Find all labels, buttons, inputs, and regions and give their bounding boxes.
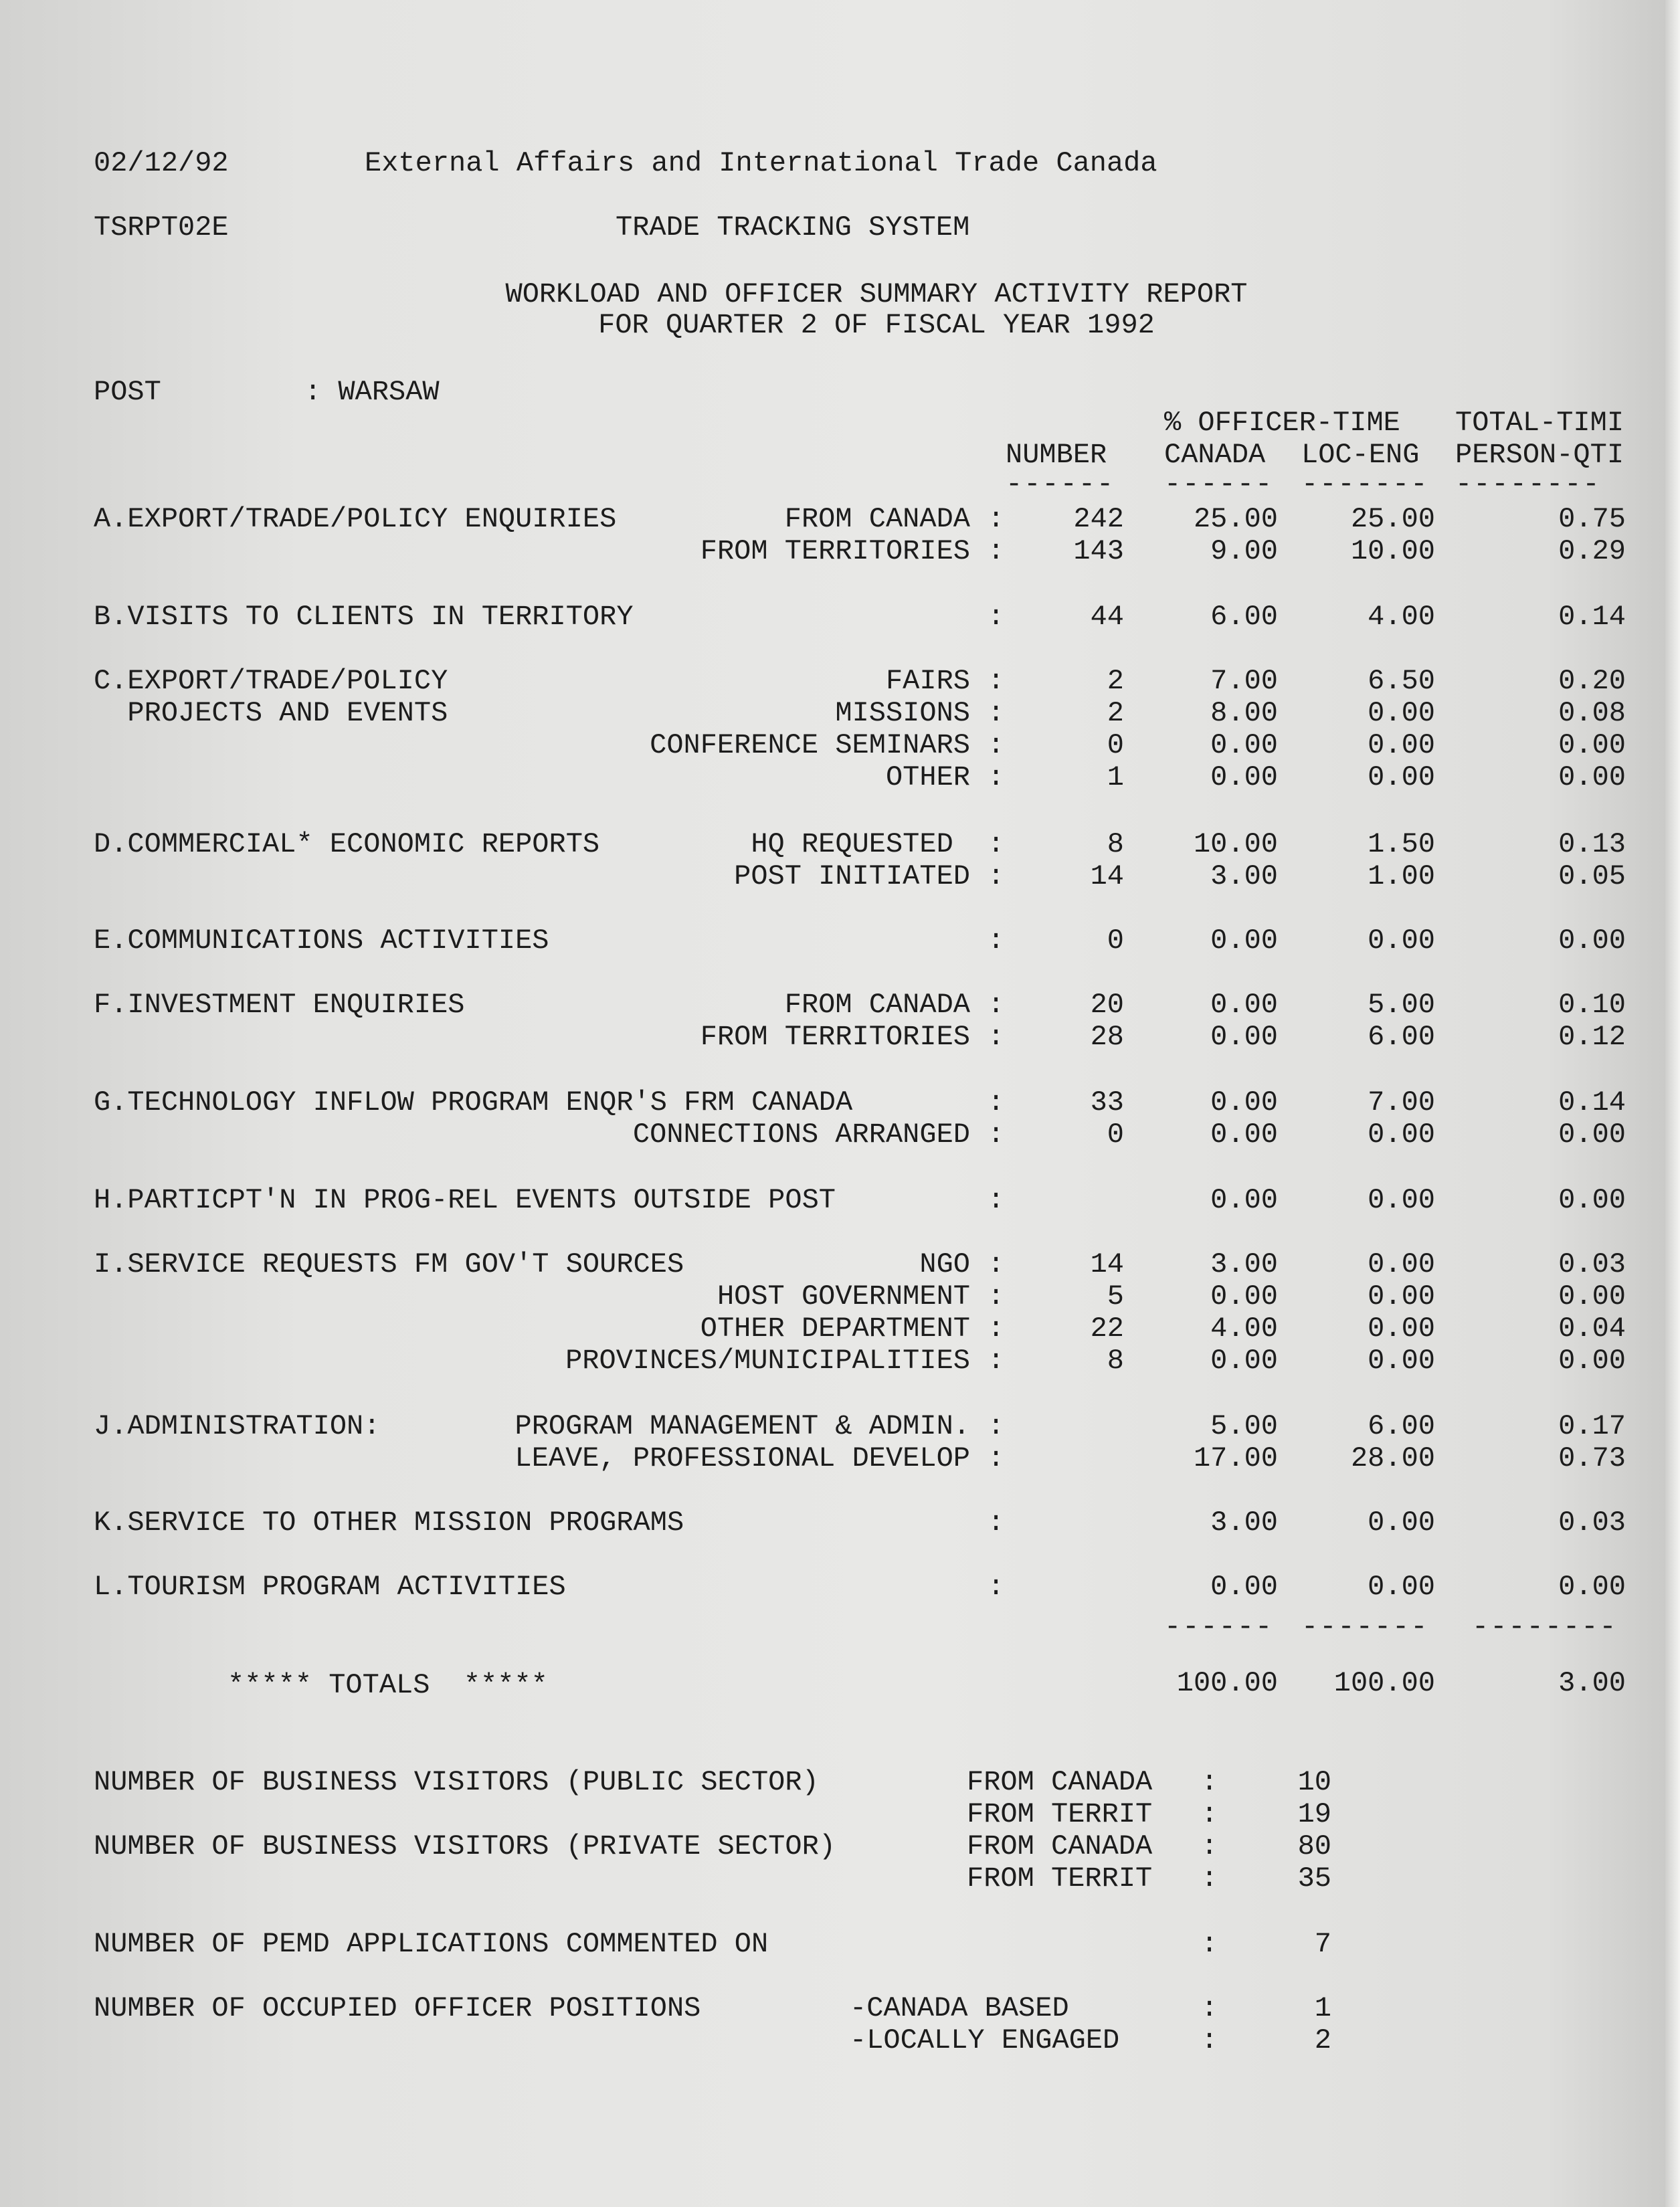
summary-value: 19: [1297, 1798, 1331, 1830]
row-colon: :: [988, 1119, 1005, 1151]
row-loc-eng-pct: 0.00: [1368, 729, 1435, 761]
row-canada-pct: 0.00: [1210, 1280, 1278, 1313]
summary-sublabel: -CANADA BASED: [850, 1992, 1069, 2024]
row-loc-eng-pct: 0.00: [1368, 1345, 1435, 1377]
row-sublabel: POST INITIATED: [734, 860, 970, 892]
row-colon: :: [988, 1410, 1005, 1442]
row-canada-pct: 8.00: [1210, 697, 1278, 729]
summary-value: 7: [1314, 1928, 1331, 1960]
post-value: : WARSAW: [304, 376, 440, 408]
row-person-qtr: 0.08: [1558, 697, 1626, 729]
row-number: 14: [1090, 1248, 1124, 1280]
row-person-qtr: 0.12: [1558, 1021, 1626, 1053]
system-name: TRADE TRACKING SYSTEM: [616, 211, 970, 244]
row-person-qtr: 0.00: [1558, 761, 1626, 793]
summary-value: 80: [1297, 1830, 1331, 1862]
totals-person-qtr: 3.00: [1558, 1667, 1626, 1699]
row-canada-pct: 0.00: [1210, 1571, 1278, 1603]
row-sublabel: FAIRS: [885, 665, 970, 697]
row-person-qtr: 0.00: [1558, 1571, 1626, 1603]
report-subtitle: FOR QUARTER 2 OF FISCAL YEAR 1992: [598, 309, 1155, 341]
row-colon: :: [988, 1021, 1005, 1053]
number-underline: ------: [1006, 468, 1115, 500]
row-number: 22: [1090, 1313, 1124, 1345]
row-number: 20: [1090, 989, 1124, 1021]
row-colon: :: [988, 729, 1005, 761]
department-name: External Affairs and International Trade Canada: [365, 147, 1157, 179]
row-loc-eng-pct: 0.00: [1368, 1184, 1435, 1216]
row-canada-pct: 5.00: [1210, 1410, 1278, 1442]
row-colon: :: [988, 761, 1005, 793]
row-person-qtr: 0.20: [1558, 665, 1626, 697]
row-colon: :: [988, 1345, 1005, 1377]
total-time-header: TOTAL-TIMI: [1455, 407, 1624, 439]
row-person-qtr: 0.00: [1558, 1345, 1626, 1377]
row-loc-eng-pct: 0.00: [1368, 697, 1435, 729]
row-colon: :: [988, 503, 1005, 535]
row-person-qtr: 0.14: [1558, 601, 1626, 633]
row-sublabel: NGO: [919, 1248, 970, 1280]
post-label: POST: [94, 376, 161, 408]
row-person-qtr: 0.13: [1558, 828, 1626, 860]
row-colon: :: [988, 1184, 1005, 1216]
row-loc-eng-pct: 0.00: [1368, 761, 1435, 793]
row-number: 44: [1090, 601, 1124, 633]
row-person-qtr: 0.05: [1558, 860, 1626, 892]
report-date: 02/12/92: [94, 147, 229, 179]
row-canada-pct: 0.00: [1210, 1021, 1278, 1053]
row-loc-eng-pct: 6.00: [1368, 1410, 1435, 1442]
row-label: I.SERVICE REQUESTS FM GOV'T SOURCES: [94, 1248, 684, 1280]
row-person-qtr: 0.00: [1558, 925, 1626, 957]
row-person-qtr: 0.03: [1558, 1507, 1626, 1539]
row-loc-eng-pct: 6.50: [1368, 665, 1435, 697]
row-colon: :: [988, 697, 1005, 729]
summary-sublabel: -LOCALLY ENGAGED: [850, 2024, 1120, 2056]
row-number: 0: [1107, 1119, 1124, 1151]
row-canada-pct: 7.00: [1210, 665, 1278, 697]
summary-colon: :: [1201, 1798, 1218, 1830]
row-colon: :: [988, 1248, 1005, 1280]
row-label: H.PARTICPT'N IN PROG-REL EVENTS OUTSIDE POST: [94, 1184, 836, 1216]
row-number: 0: [1107, 729, 1124, 761]
row-loc-eng-pct: 1.00: [1368, 860, 1435, 892]
row-label: B.VISITS TO CLIENTS IN TERRITORY: [94, 601, 634, 633]
row-canada-pct: 0.00: [1210, 761, 1278, 793]
row-sublabel: OTHER: [885, 761, 970, 793]
row-colon: :: [988, 601, 1005, 633]
row-label: L.TOURISM PROGRAM ACTIVITIES: [94, 1571, 566, 1603]
row-loc-eng-pct: 0.00: [1368, 1280, 1435, 1313]
row-canada-pct: 9.00: [1210, 535, 1278, 567]
row-colon: :: [988, 860, 1005, 892]
row-person-qtr: 0.17: [1558, 1410, 1626, 1442]
row-loc-eng-pct: 0.00: [1368, 1571, 1435, 1603]
row-loc-eng-pct: 5.00: [1368, 989, 1435, 1021]
row-person-qtr: 0.00: [1558, 1119, 1626, 1151]
row-loc-eng-pct: 0.00: [1368, 1119, 1435, 1151]
report-code: TSRPT02E: [94, 211, 229, 244]
row-person-qtr: 0.00: [1558, 1280, 1626, 1313]
row-canada-pct: 25.00: [1193, 503, 1278, 535]
canada-header: CANADA: [1164, 439, 1266, 471]
row-loc-eng-pct: 7.00: [1368, 1086, 1435, 1119]
row-colon: :: [988, 1313, 1005, 1345]
summary-colon: :: [1201, 1862, 1218, 1895]
row-sublabel: MISSIONS: [835, 697, 970, 729]
row-number: 5: [1107, 1280, 1124, 1313]
row-canada-pct: 0.00: [1210, 989, 1278, 1021]
row-person-qtr: 0.03: [1558, 1248, 1626, 1280]
summary-colon: :: [1201, 1766, 1218, 1798]
row-loc-eng-pct: 0.00: [1368, 1313, 1435, 1345]
row-number: 2: [1107, 665, 1124, 697]
row-number: 242: [1073, 503, 1124, 535]
row-number: 8: [1107, 1345, 1124, 1377]
row-label: E.COMMUNICATIONS ACTIVITIES: [94, 925, 549, 957]
totals-loc-eng: 100.00: [1333, 1667, 1435, 1699]
row-sublabel: LEAVE, PROFESSIONAL DEVELOP: [515, 1442, 970, 1474]
summary-colon: :: [1201, 1830, 1218, 1862]
summary-sublabel: FROM CANADA: [967, 1766, 1153, 1798]
row-person-qtr: 0.00: [1558, 729, 1626, 761]
report-title: WORKLOAD AND OFFICER SUMMARY ACTIVITY REPORT: [505, 278, 1248, 310]
row-number: 143: [1073, 535, 1124, 567]
summary-label: NUMBER OF OCCUPIED OFFICER POSITIONS: [94, 1992, 701, 2024]
row-canada-pct: 0.00: [1210, 1119, 1278, 1151]
row-canada-pct: 17.00: [1193, 1442, 1278, 1474]
row-sublabel: FROM CANADA: [784, 989, 970, 1021]
row-sublabel: HOST GOVERNMENT: [717, 1280, 970, 1313]
row-loc-eng-pct: 10.00: [1350, 535, 1435, 567]
row-sublabel: OTHER DEPARTMENT: [700, 1313, 970, 1345]
row-sublabel: FROM CANADA: [784, 503, 970, 535]
row-loc-eng-pct: 28.00: [1350, 1442, 1435, 1474]
pct-officer-time-header: % OFFICER-TIME: [1164, 407, 1400, 439]
row-person-qtr: 0.04: [1558, 1313, 1626, 1345]
row-label: F.INVESTMENT ENQUIRIES: [94, 989, 465, 1021]
summary-value: 1: [1314, 1992, 1331, 2024]
row-sublabel: CONFERENCE SEMINARS: [650, 729, 970, 761]
totals-label: ***** TOTALS *****: [227, 1669, 548, 1701]
row-canada-pct: 3.00: [1210, 1248, 1278, 1280]
row-colon: :: [988, 1507, 1005, 1539]
row-sublabel: PROGRAM MANAGEMENT & ADMIN.: [515, 1410, 970, 1442]
row-colon: :: [988, 989, 1005, 1021]
row-colon: :: [988, 828, 1005, 860]
summary-sublabel: FROM TERRIT: [967, 1862, 1153, 1895]
summary-label: NUMBER OF PEMD APPLICATIONS COMMENTED ON: [94, 1928, 769, 1960]
totals-canada: 100.00: [1176, 1667, 1278, 1699]
row-label: J.ADMINISTRATION:: [94, 1410, 381, 1442]
summary-colon: :: [1201, 2024, 1218, 2056]
row-canada-pct: 4.00: [1210, 1313, 1278, 1345]
row-colon: :: [988, 1086, 1005, 1119]
row-loc-eng-pct: 1.50: [1368, 828, 1435, 860]
row-loc-eng-pct: 0.00: [1368, 1248, 1435, 1280]
summary-sublabel: FROM CANADA: [967, 1830, 1153, 1862]
row-person-qtr: 0.00: [1558, 1184, 1626, 1216]
person-qtr-header: PERSON-QTI: [1455, 439, 1624, 471]
row-person-qtr: 0.14: [1558, 1086, 1626, 1119]
canada-underline: ------: [1164, 468, 1274, 500]
row-canada-pct: 0.00: [1210, 925, 1278, 957]
row-canada-pct: 0.00: [1210, 1086, 1278, 1119]
summary-value: 2: [1314, 2024, 1331, 2056]
row-colon: :: [988, 1280, 1005, 1313]
row-colon: :: [988, 1571, 1005, 1603]
number-header: NUMBER: [1006, 439, 1107, 471]
person-qtr-underline: --------: [1455, 468, 1601, 500]
row-label: A.EXPORT/TRADE/POLICY ENQUIRIES: [94, 503, 617, 535]
row-colon: :: [988, 925, 1005, 957]
row-sublabel: PROVINCES/MUNICIPALITIES: [565, 1345, 970, 1377]
summary-sublabel: FROM TERRIT: [967, 1798, 1153, 1830]
row-person-qtr: 0.29: [1558, 535, 1626, 567]
summary-colon: :: [1201, 1928, 1218, 1960]
row-number: 8: [1107, 828, 1124, 860]
row-canada-pct: 10.00: [1193, 828, 1278, 860]
row-label: K.SERVICE TO OTHER MISSION PROGRAMS: [94, 1507, 684, 1539]
totals-canada-rule: ------: [1164, 1611, 1274, 1643]
row-sublabel: FROM TERRITORIES: [700, 1021, 970, 1053]
summary-colon: :: [1201, 1992, 1218, 2024]
row-loc-eng-pct: 4.00: [1368, 601, 1435, 633]
row-colon: :: [988, 665, 1005, 697]
row-loc-eng-pct: 0.00: [1368, 925, 1435, 957]
row-loc-eng-pct: 6.00: [1368, 1021, 1435, 1053]
row-person-qtr: 0.10: [1558, 989, 1626, 1021]
row-canada-pct: 0.00: [1210, 729, 1278, 761]
row-canada-pct: 0.00: [1210, 1184, 1278, 1216]
row-number: 0: [1107, 925, 1124, 957]
row-number: 2: [1107, 697, 1124, 729]
row-number: 28: [1090, 1021, 1124, 1053]
row-colon: :: [988, 535, 1005, 567]
row-loc-eng-pct: 0.00: [1368, 1507, 1435, 1539]
summary-label: NUMBER OF BUSINESS VISITORS (PUBLIC SECTOR): [94, 1766, 819, 1798]
row-number: 14: [1090, 860, 1124, 892]
row-colon: :: [988, 1442, 1005, 1474]
summary-label: NUMBER OF BUSINESS VISITORS (PRIVATE SECTOR): [94, 1830, 836, 1862]
row-number: 33: [1090, 1086, 1124, 1119]
row-sublabel: HQ REQUESTED: [751, 828, 970, 860]
totals-person-rule: --------: [1472, 1611, 1618, 1643]
summary-value: 35: [1297, 1862, 1331, 1895]
row-canada-pct: 6.00: [1210, 601, 1278, 633]
row-canada-pct: 3.00: [1210, 1507, 1278, 1539]
page-edge: [1665, 0, 1680, 2207]
loc-eng-underline: -------: [1301, 468, 1429, 500]
row-number: 1: [1107, 761, 1124, 793]
row-sublabel: FROM TERRITORIES: [700, 535, 970, 567]
row-label: D.COMMERCIAL* ECONOMIC REPORTS: [94, 828, 600, 860]
summary-value: 10: [1297, 1766, 1331, 1798]
row-canada-pct: 3.00: [1210, 860, 1278, 892]
row-loc-eng-pct: 25.00: [1350, 503, 1435, 535]
row-person-qtr: 0.75: [1558, 503, 1626, 535]
row-canada-pct: 0.00: [1210, 1345, 1278, 1377]
row-label: G.TECHNOLOGY INFLOW PROGRAM ENQR'S FRM CANADA: [94, 1086, 853, 1119]
row-label: PROJECTS AND EVENTS: [94, 697, 448, 729]
totals-loc-rule: -------: [1301, 1611, 1429, 1643]
loc-eng-header: LOC-ENG: [1301, 439, 1420, 471]
row-sublabel: CONNECTIONS ARRANGED: [632, 1119, 970, 1151]
row-person-qtr: 0.73: [1558, 1442, 1626, 1474]
row-label: C.EXPORT/TRADE/POLICY: [94, 665, 448, 697]
